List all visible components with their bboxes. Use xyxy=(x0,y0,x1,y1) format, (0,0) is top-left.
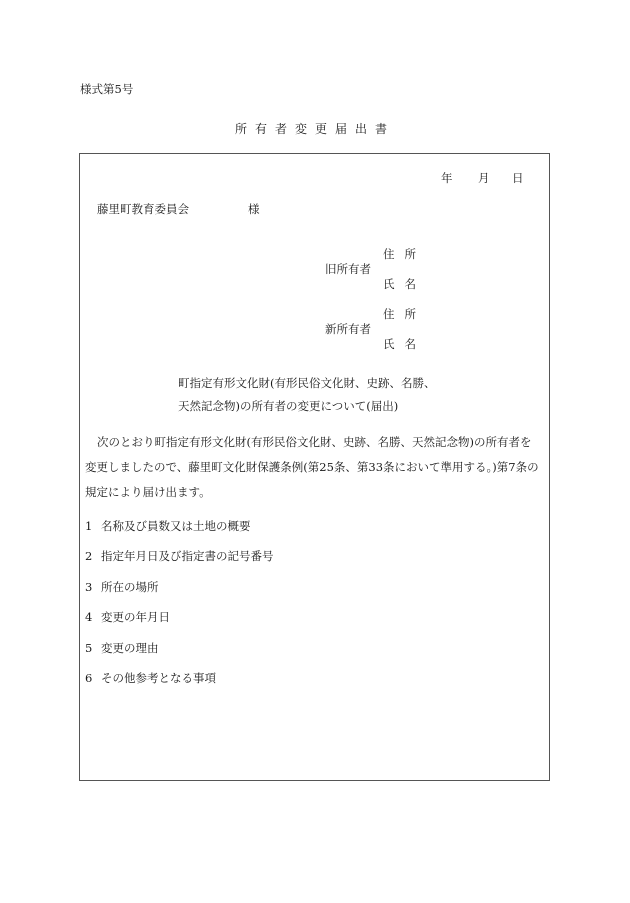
item-text: 指定年月日及び指定書の記号番号 xyxy=(101,549,274,563)
addressee-name: 藤里町教育委員会 xyxy=(97,202,189,216)
list-item xyxy=(85,518,251,534)
body-text-line: 変更しましたので、藤里町文化財保護条例(第25条、第33条において準用する。)第7条の xyxy=(85,460,539,474)
date-month-label: 月 xyxy=(478,171,490,185)
new-owner-name-label: 氏名 xyxy=(383,337,426,351)
item-number: 2 xyxy=(85,549,93,563)
form-number: 様式第5号 xyxy=(80,82,134,96)
item-number: 4 xyxy=(85,610,93,624)
date-year-label: 年 xyxy=(441,171,453,185)
body-text-line: 規定により届け出ます。 xyxy=(85,485,211,499)
item-text: 変更の理由 xyxy=(101,641,159,655)
old-owner-name-label: 氏名 xyxy=(383,277,426,291)
item-text: その他参考となる事項 xyxy=(101,671,216,685)
list-item xyxy=(85,609,170,625)
new-owner-address-label: 住所 xyxy=(383,307,426,321)
item-number: 1 xyxy=(85,519,93,533)
list-item xyxy=(85,548,274,564)
document-title: 所有者変更届出書 xyxy=(234,122,395,136)
body-text-line: 次のとおり町指定有形文化財(有形民俗文化財、史跡、名勝、天然記念物)の所有者を xyxy=(97,435,532,449)
subject-line: 天然記念物)の所有者の変更について(届出) xyxy=(178,399,399,413)
date-day-label: 日 xyxy=(512,171,524,185)
list-item xyxy=(85,640,159,656)
addressee-honorific: 様 xyxy=(248,202,260,216)
new-owner-label: 新所有者 xyxy=(325,322,371,336)
item-number: 6 xyxy=(85,671,93,685)
item-text: 変更の年月日 xyxy=(101,610,170,624)
item-number: 3 xyxy=(85,580,93,594)
item-number: 5 xyxy=(85,641,93,655)
subject-line: 町指定有形文化財(有形民俗文化財、史跡、名勝、 xyxy=(178,376,436,390)
item-text: 所在の場所 xyxy=(101,580,159,594)
list-item xyxy=(85,670,216,686)
old-owner-address-label: 住所 xyxy=(383,247,426,261)
old-owner-label: 旧所有者 xyxy=(325,262,371,276)
item-text: 名称及び員数又は土地の概要 xyxy=(101,519,251,533)
list-item xyxy=(85,579,159,595)
